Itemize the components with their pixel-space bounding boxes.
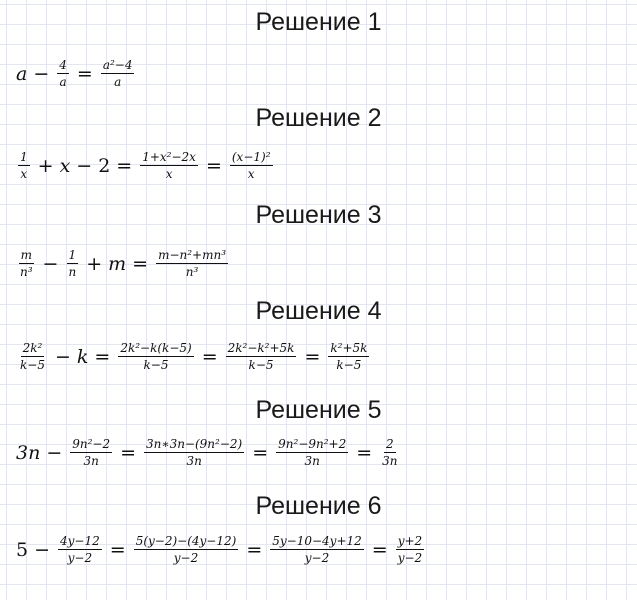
fraction <box>140 150 198 181</box>
solution-3-equation <box>16 248 230 279</box>
denominator: k−5 <box>336 358 362 372</box>
denominator: k−5 <box>20 358 45 372</box>
solution-6-equation <box>16 534 426 565</box>
denominator: 3n <box>83 454 99 468</box>
numerator: 9n²−9n²+2 <box>278 437 347 451</box>
numerator: m−n²+mn³ <box>158 248 227 262</box>
fraction <box>66 248 78 279</box>
numerator: 1+x²−2x <box>142 150 196 164</box>
fraction <box>380 437 399 468</box>
numerator: 2k²−k(k−5) <box>120 341 192 355</box>
numerator: 2 <box>386 437 394 451</box>
operator: = <box>304 345 321 368</box>
solution-3-title: Решение 3 <box>255 201 382 229</box>
fraction <box>156 248 228 279</box>
fraction <box>70 437 112 468</box>
numerator: 1 <box>20 150 28 164</box>
denominator: 3n <box>304 454 320 468</box>
fraction <box>101 58 135 89</box>
numerator: 4y−12 <box>60 534 100 548</box>
numerator: 2k²−k²+5k <box>227 341 295 355</box>
denominator: x <box>247 167 255 181</box>
fraction <box>144 437 244 468</box>
denominator: n <box>68 265 77 279</box>
operator: = <box>252 441 269 464</box>
denominator: x <box>165 167 173 181</box>
operator: − <box>34 538 51 561</box>
fraction <box>226 341 297 372</box>
number: 2 <box>98 154 111 177</box>
fraction <box>18 150 30 181</box>
numerator: 3n∗3n−(9n²−2) <box>146 437 243 451</box>
fraction <box>57 58 69 89</box>
operator: + <box>86 252 103 275</box>
denominator: n³ <box>20 265 33 279</box>
fraction <box>230 150 273 181</box>
variable: m <box>108 252 127 275</box>
fraction <box>18 248 35 279</box>
numerator: k²+5k <box>330 341 368 355</box>
variable: 3n <box>16 441 41 464</box>
fraction <box>396 534 424 565</box>
solution-1-title: Решение 1 <box>255 8 382 36</box>
numerator: 5y−10−4y+12 <box>272 534 362 548</box>
denominator: 3n <box>186 454 202 468</box>
numerator: (x−1)² <box>231 150 271 164</box>
operator: − <box>76 154 93 177</box>
operator: = <box>94 345 111 368</box>
numerator: 2k² <box>22 341 43 355</box>
denominator: k−5 <box>248 358 274 372</box>
fraction <box>134 534 239 565</box>
operator: = <box>120 441 137 464</box>
operator: + <box>37 154 54 177</box>
fraction <box>270 534 364 565</box>
fraction <box>58 534 102 565</box>
operator: − <box>33 62 50 85</box>
denominator: x <box>20 167 28 181</box>
solution-2-equation <box>16 150 275 181</box>
denominator: 3n <box>382 454 398 468</box>
numerator: 5(y−2)−(4y−12) <box>135 534 237 548</box>
denominator: k−5 <box>143 358 169 372</box>
fraction <box>18 341 47 372</box>
variable: k <box>76 345 89 368</box>
operator: − <box>42 252 59 275</box>
operator: = <box>132 252 149 275</box>
solution-2-title: Решение 2 <box>255 104 382 132</box>
operator: = <box>246 538 263 561</box>
solution-5-title: Решение 5 <box>255 396 382 424</box>
number: 5 <box>16 538 29 561</box>
solution-5-equation <box>16 437 402 468</box>
denominator: a <box>114 75 122 89</box>
denominator: y−2 <box>173 551 199 565</box>
fraction <box>118 341 193 372</box>
solution-4-title: Решение 4 <box>255 297 382 325</box>
variable: x <box>59 154 71 177</box>
solution-4-equation <box>16 341 371 372</box>
operator: = <box>116 154 133 177</box>
operator: − <box>54 345 71 368</box>
numerator: 9n²−2 <box>72 437 111 451</box>
denominator: a <box>59 75 67 89</box>
operator: = <box>205 154 222 177</box>
operator: = <box>109 538 126 561</box>
numerator: m <box>20 248 32 262</box>
fraction <box>276 437 348 468</box>
operator: = <box>76 62 93 85</box>
denominator: y−2 <box>67 551 93 565</box>
numerator: y+2 <box>397 534 423 548</box>
operator: = <box>201 345 218 368</box>
operator: − <box>46 441 63 464</box>
variable: a <box>16 62 28 85</box>
solution-6-title: Решение 6 <box>255 492 382 520</box>
denominator: y−2 <box>304 551 330 565</box>
denominator: n³ <box>185 265 199 279</box>
solution-1-equation <box>16 58 136 89</box>
operator: = <box>371 538 388 561</box>
numerator: 1 <box>68 248 77 262</box>
numerator: a²−4 <box>102 58 133 72</box>
fraction <box>328 341 369 372</box>
numerator: 4 <box>59 58 67 72</box>
denominator: y−2 <box>397 551 423 565</box>
operator: = <box>356 441 373 464</box>
